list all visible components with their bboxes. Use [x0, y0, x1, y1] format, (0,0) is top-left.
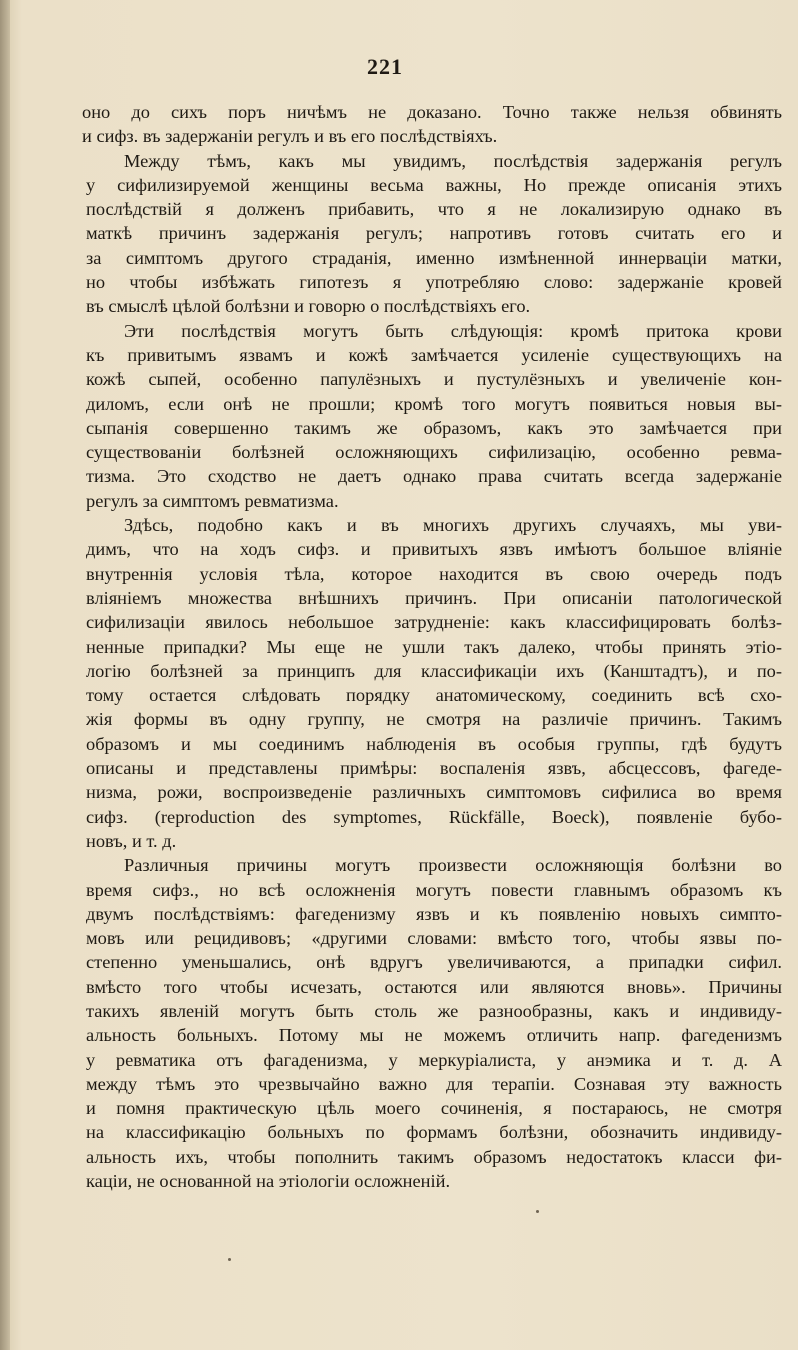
text-line: диломъ, если онѣ не прошли; кромѣ того могутъ появиться новыя вы- [86, 393, 782, 414]
paragraph-first-line: Здѣсь, подобно какъ и въ многихъ другихъ случаяхъ, мы уви- [124, 515, 782, 536]
text-line: образомъ и мы соединимъ наблюденiя въ особыя группы, гдѣ будутъ [86, 733, 782, 754]
text-line: но чтобы избѣжать гипотезъ я употребляю слово: задержанiе кровей [86, 272, 782, 293]
text-line: ненные припадки? Мы еще не ушли такъ далеко, чтобы принять этiо- [86, 636, 782, 657]
text-line: вмѣсто того чтобы исчезать, остаются или являются вновь». Причины [86, 976, 782, 997]
text-line: описаны и представлены примѣры: воспаленiя язвъ, абсцессовъ, фагеде- [86, 758, 782, 779]
text-line: внутреннiя условiя тѣла, которое находится въ свою очередь подъ [86, 563, 782, 584]
text-line: димъ, что на ходъ сифз. и привитыхъ язвъ имѣютъ большое влiянiе [86, 539, 782, 560]
text-line: сифилизацiи явилось небольшое затрудненiе: какъ классифицировать болѣз- [86, 612, 782, 633]
body-text [82, 100, 782, 1193]
text-line: влiянiемъ множества внѣшнихъ причинъ. При описанiи патологической [86, 587, 782, 608]
text-line: существованiи болѣзней осложняющихъ сифилизацiю, особенно ревма- [86, 442, 782, 463]
text-line: маткѣ причинъ задержанiя регулъ; напротивъ готовъ считать его и [86, 223, 782, 244]
text-line: такихъ явленiй могутъ быть столь же разнообразны, какъ и индивиду- [86, 1000, 782, 1021]
text-line: у сифилизируемой женщины весьма важны, Но прежде описанiя этихъ [86, 174, 782, 195]
text-line: послѣдствiй я долженъ прибавить, что я не локализирую однако въ [86, 199, 782, 220]
text-line: и помня практическую цѣль моего сочиненiя, я постараюсь, не смотря [86, 1098, 782, 1119]
text-line: за симптомъ другого страданiя, именно измѣненной иннервацiи матки, [86, 247, 782, 268]
page-number: 221 [367, 54, 403, 79]
text-line: оно до сихъ поръ ничѣмъ не доказано. Точно также нельзя обвинять [82, 102, 782, 122]
paragraph-first-line: Эти послѣдствiя могутъ быть слѣдующiя: кромѣ притока крови [124, 320, 782, 341]
text-line: новъ, и т. д. [86, 830, 177, 851]
text-line: въ смыслѣ цѣлой болѣзни и говорю о послѣдствiяхъ его. [86, 296, 531, 317]
text-line: логiю болѣзней за принципъ для классификацiи ихъ (Канштадтъ), и по- [86, 660, 782, 681]
text-line: кацiи, не основанной на этiологiи осложненiй. [86, 1171, 451, 1192]
ink-speck [228, 1258, 231, 1261]
text-line: къ привитымъ язвамъ и кожѣ замѣчается усиленiе существующихъ на [86, 344, 782, 365]
paragraph-first-line: Между тѣмъ, какъ мы увидимъ, послѣдствiя задержанiя регулъ [124, 150, 782, 171]
text-line: между тѣмъ это чрезвычайно важно для терапiи. Сознавая эту важность [86, 1073, 782, 1094]
text-line: альность больныхъ. Потому мы не можемъ отличить напр. фагеденизмъ [86, 1025, 782, 1046]
text-line: время сифз., но всѣ осложненiя могутъ повести главнымъ образомъ къ [86, 879, 782, 900]
text-line: у ревматика отъ фагаденизма, у меркурiалиста, у анэмика и т. д. А [86, 1049, 782, 1070]
text-line: мовъ или рецидивовъ; «другими словами: вмѣсто того, чтобы язвы по- [86, 928, 782, 949]
text-line: и сифз. въ задержанiи регулъ и въ его послѣдствiяхъ. [82, 126, 498, 147]
text-line: регулъ за симптомъ ревматизма. [86, 490, 339, 511]
text-line: кожѣ сыпей, особенно папулёзныхъ и пустулёзныхъ и увеличенiе кон- [86, 369, 782, 390]
page-gutter-shadow [0, 0, 10, 1350]
text-line: степенно уменьшались, онѣ вдругъ увеличиваются, а припадки сифил. [86, 952, 782, 973]
text-line: тому остается слѣдовать порядку анатомическому, соединить всѣ схо- [86, 685, 782, 706]
text-line: двумъ послѣдствiямъ: фагеденизму язвъ и къ появленiю новыхъ симпто- [86, 903, 782, 924]
text-line: низма, рожи, воспроизведенiе различныхъ симптомовъ сифилиса во время [86, 782, 782, 803]
paragraph-first-line: Различныя причины могутъ произвести осложняющiя болѣзни во [124, 855, 782, 876]
text-line: тизма. Это сходство не даетъ однако права считать всегда задержанiе [86, 466, 782, 487]
ink-speck [536, 1210, 539, 1213]
text-line: альность ихъ, чтобы пополнить такимъ образомъ недостатокъ класси фи- [86, 1146, 782, 1167]
text-line: сифз. (reproduction des symptomes, Rückfälle, Boeck), появленiе бубо- [86, 806, 782, 827]
text-line: на классификацiю больныхъ по формамъ болѣзни, обозначить индивиду- [86, 1122, 782, 1143]
text-line: сыпанiя совершенно такимъ же образомъ, какъ это замѣчается при [86, 417, 782, 438]
text-line: жiя формы въ одну группу, не смотря на различiе причинъ. Такимъ [86, 709, 782, 730]
